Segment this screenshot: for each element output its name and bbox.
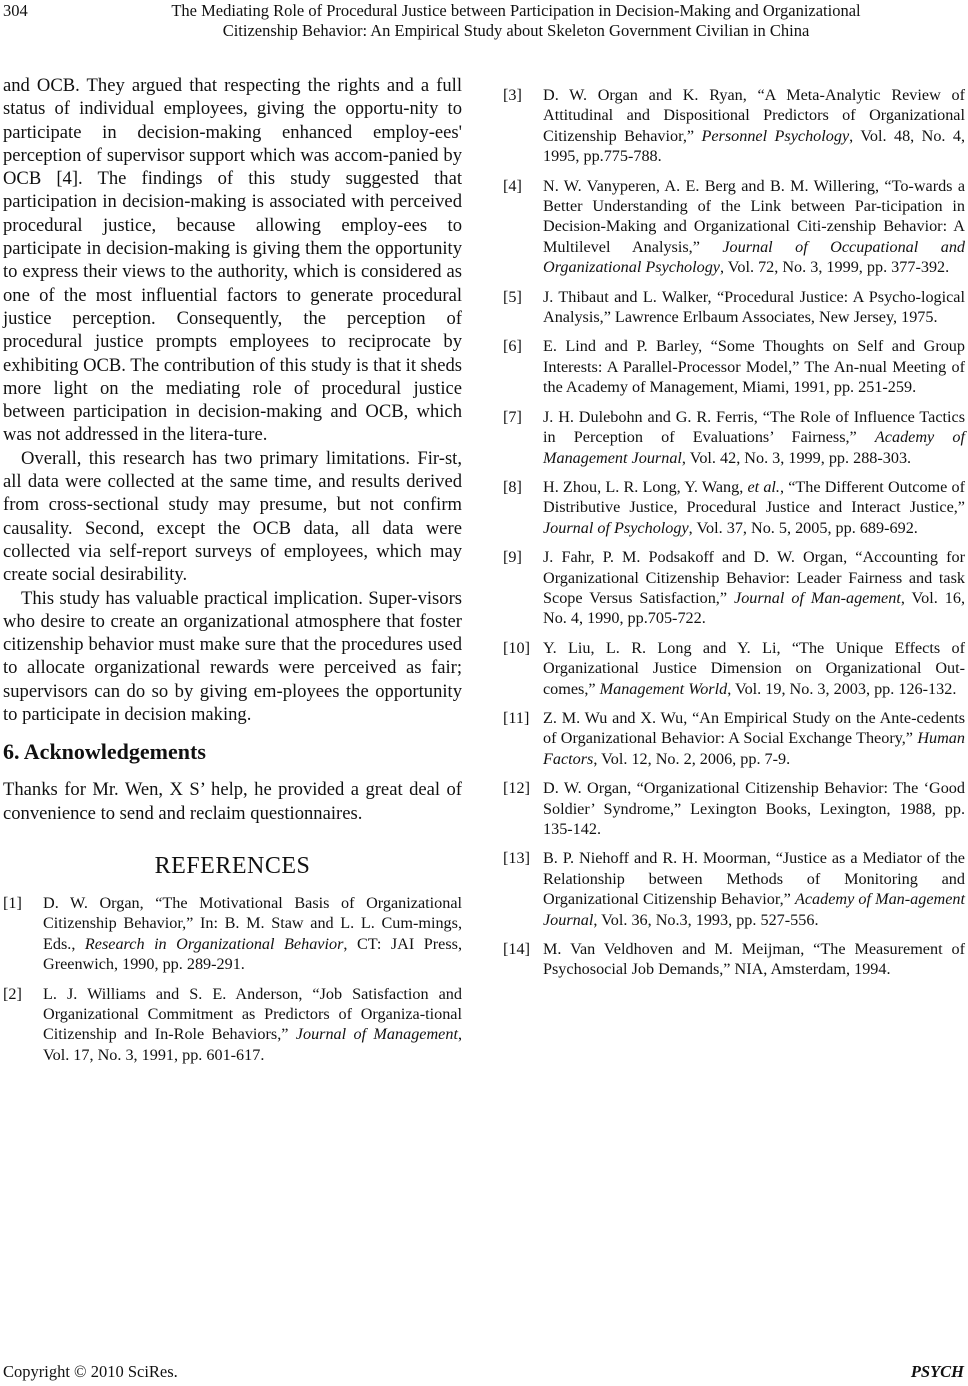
reference-text-tail: , Vol. 17, No. 3, 1991, pp. 601-617. xyxy=(43,1025,462,1064)
reference-text: M. Van Veldhoven and M. Meijman, “The Measurement of Psychosocial Job Demands,” NIA, Amsterdam, 1994. xyxy=(543,940,965,979)
page-number: 304 xyxy=(3,1,28,20)
reference-item xyxy=(503,287,965,328)
reference-text: D. W. Organ, “The Motivational Basis of Organizational Citizenship Behavior,” In: B. M. Staw and L. L. Cum-mings, Eds., xyxy=(43,893,462,953)
right-column xyxy=(503,85,965,989)
left-column xyxy=(3,74,462,1074)
reference-text: J. Fahr, P. M. Podsakoff and D. W. Organ, “Accounting for Organizational Citizenship Behavior: Leader Fairness and task Scope Versus Satisfaction,” xyxy=(543,548,965,607)
acknowledgements-text: Thanks for Mr. Wen, X S’ help, he provided a great deal of convenience to send and reclaim questionnaires. xyxy=(3,779,462,824)
journal-abbreviation: PSYCH xyxy=(910,1362,964,1381)
reference-number: [11] xyxy=(503,708,530,727)
reference-text-tail: , Vol. 72, No. 3, 1999, pp. 377-392. xyxy=(720,258,950,277)
reference-number: [14] xyxy=(503,940,530,959)
reference-item xyxy=(3,893,462,975)
reference-item xyxy=(503,848,965,930)
reference-item xyxy=(503,336,965,397)
reference-text: N. W. Vanyperen, A. E. Berg and B. M. Willering, “To-wards a Better Understanding of the Link between Par-ticipation in Decision-Making and Organizational Citi-zenship Behavior: A Multilevel Analysis,” xyxy=(543,176,965,256)
reference-item xyxy=(503,477,965,538)
reference-etal: et al. xyxy=(747,477,780,496)
reference-item xyxy=(3,984,462,1066)
reference-number: [6] xyxy=(503,337,522,356)
reference-text-tail: , CT: JAI Press, Greenwich, 1990, pp. 289-291. xyxy=(43,934,463,974)
reference-number: [7] xyxy=(503,407,522,426)
reference-text-tail: , Vol. 12, No. 2, 2006, pp. 7-9. xyxy=(593,749,791,768)
acknowledgements-heading: 6. Acknowledgements xyxy=(3,739,206,765)
reference-item xyxy=(503,708,965,769)
reference-text: Z. M. Wu and X. Wu, “An Empirical Study on the Ante-cedents of Organizational Behavior: A Social Exchange Theory,” xyxy=(543,708,965,748)
reference-source: Personnel Psychology xyxy=(701,126,850,145)
reference-text-tail: , Vol. 16, No. 4, 1990, pp.705-722. xyxy=(543,588,965,628)
reference-text: Y. Liu, L. R. Long and Y. Li, “The Unique Effects of Organizational Justice Dimension on Organizational Out-comes,” xyxy=(543,638,965,698)
reference-source: Journal of Man-agement xyxy=(734,588,901,607)
body-paragraph: This study has valuable practical implication. Super-visors who desire to create an organizational atmosphere that foster citizenship behavior must make sure that the procedures used to allocate organizational rewards were perceived as fair; supervisors can do so by giving em-ployees the opportunity to participate in decision making. xyxy=(3,587,462,726)
reference-number: [3] xyxy=(503,86,522,104)
running-title-line-1: The Mediating Role of Procedural Justice between Participation in Decision-Making and Organizational xyxy=(171,1,861,20)
running-title xyxy=(70,1,962,41)
reference-text-middle: , “The Different Outcome of Distributive Justice, Procedural Justice and Interact Justice,” xyxy=(543,477,965,517)
reference-source: Journal of Occupational and Organizational Psychology xyxy=(543,237,966,277)
reference-number: [9] xyxy=(503,548,522,567)
reference-text: B. P. Niehoff and R. H. Moorman, “Justice as a Mediator of the Relationship between Methods of Monitoring and Organizational Citizenship Behavior,” xyxy=(543,849,965,909)
reference-text: L. J. Williams and S. E. Anderson, “Job Satisfaction and Organizational Commitment as Predictors of Organiza-tional Citizenship and In-Role Behaviors,” xyxy=(43,984,462,1044)
body-paragraph: Overall, this research has two primary limitations. Fir-st, all data were collected at the same time, and results derived from cross-sectional study may presume, but not confirm causality. Second, except the OCB data, all data were collected via self-report surveys of employees, which may create social desirability. xyxy=(3,447,462,586)
reference-text: J. H. Dulebohn and G. R. Ferris, “The Role of Influence Tactics in Perception of Evaluations’ Fairness,” xyxy=(543,407,965,447)
reference-text: D. W. Organ and K. Ryan, “A Meta-Analytic Review of Attitudinal and Dispositional Predictors of Organizational Citizenship Behavior,” xyxy=(543,86,965,145)
page-footer xyxy=(0,1362,968,1384)
reference-item xyxy=(503,547,965,629)
reference-number: [1] xyxy=(3,893,22,912)
reference-text: H. Zhou, L. R. Long, Y. Wang, xyxy=(543,477,748,496)
reference-text: D. W. Organ, “Organizational Citizenship Behavior: The ‘Good Soldier’ Syndrome,” Lexington Books, Lexington, 1988, pp. 135-142. xyxy=(543,779,965,838)
reference-number: [13] xyxy=(503,849,530,868)
reference-source: Academy of Man-agement Journal xyxy=(543,890,965,929)
running-title-line-2: Citizenship Behavior: An Empirical Study about Skeleton Government Civilian in China xyxy=(222,21,810,40)
reference-text-tail: , Vol. 37, No. 5, 2005, pp. 689-692. xyxy=(688,518,918,537)
copyright-notice: Copyright © 2010 SciRes. xyxy=(3,1362,178,1381)
reference-number: [5] xyxy=(503,287,522,306)
reference-item xyxy=(503,939,965,980)
reference-text-tail: , Vol. 42, No. 3, 1999, pp. 288-303. xyxy=(681,448,912,467)
references-heading: REFERENCES xyxy=(154,852,311,879)
body-paragraph: and OCB. They argued that respecting the rights and a full status of individual employees, giving the opportu-nity to participate in decision-making enhanced employ-ees' perception of supervisor support which was accom-panied by OCB [4]. The findings of this study suggested that participation in decision-making is associated with perceived procedural justice, because allowing employ-ees to participate in decision-making is giving them the opportunity to express their views to the authority, which is considered as one of the most influential factors to generate procedural justice perception. Consequently, the perception of procedural justice prompts employees to reciprocate by exhibiting OCB. The contribution of this study is that it sheds more light on the mediating role of procedural justice between participation in decision-making and OCB, which was not addressed in the litera-ture. xyxy=(3,75,462,446)
reference-item xyxy=(503,778,965,839)
reference-source: Human Factors xyxy=(543,729,965,768)
reference-source: Research in Organizational Behavior xyxy=(84,934,344,953)
reference-number: [12] xyxy=(503,779,530,798)
reference-number: [2] xyxy=(3,984,22,1003)
reference-source: Journal of Management xyxy=(295,1025,458,1044)
reference-number: [10] xyxy=(503,638,530,657)
reference-text-tail: , Vol. 48, No. 4, 1995, pp.775-788. xyxy=(543,126,966,166)
reference-number: [4] xyxy=(503,176,522,195)
reference-source: Journal of Psychology xyxy=(543,518,689,537)
reference-source: Academy of Management Journal xyxy=(543,428,965,467)
reference-item xyxy=(503,85,965,167)
reference-text-tail: , Vol. 19, No. 3, 2003, pp. 126-132. xyxy=(727,679,957,698)
reference-source: Management World xyxy=(599,679,728,698)
reference-item xyxy=(503,176,965,278)
page-header xyxy=(0,0,968,44)
reference-item xyxy=(503,407,965,468)
reference-text: J. Thibaut and L. Walker, “Procedural Justice: A Psycho-logical Analysis,” Lawrence Erlbaum Associates, New Jersey, 1975. xyxy=(543,287,965,327)
reference-text: E. Lind and P. Barley, “Some Thoughts on Self and Group Interests: A Parallel-Processor Model,” The An-nual Meeting of the Academy of Management, Miami, 1991, pp. 251-259. xyxy=(543,337,965,397)
reference-number: [8] xyxy=(503,477,522,496)
reference-item xyxy=(503,638,965,699)
reference-text-tail: , Vol. 36, No.3, 1993, pp. 527-556. xyxy=(593,910,819,929)
